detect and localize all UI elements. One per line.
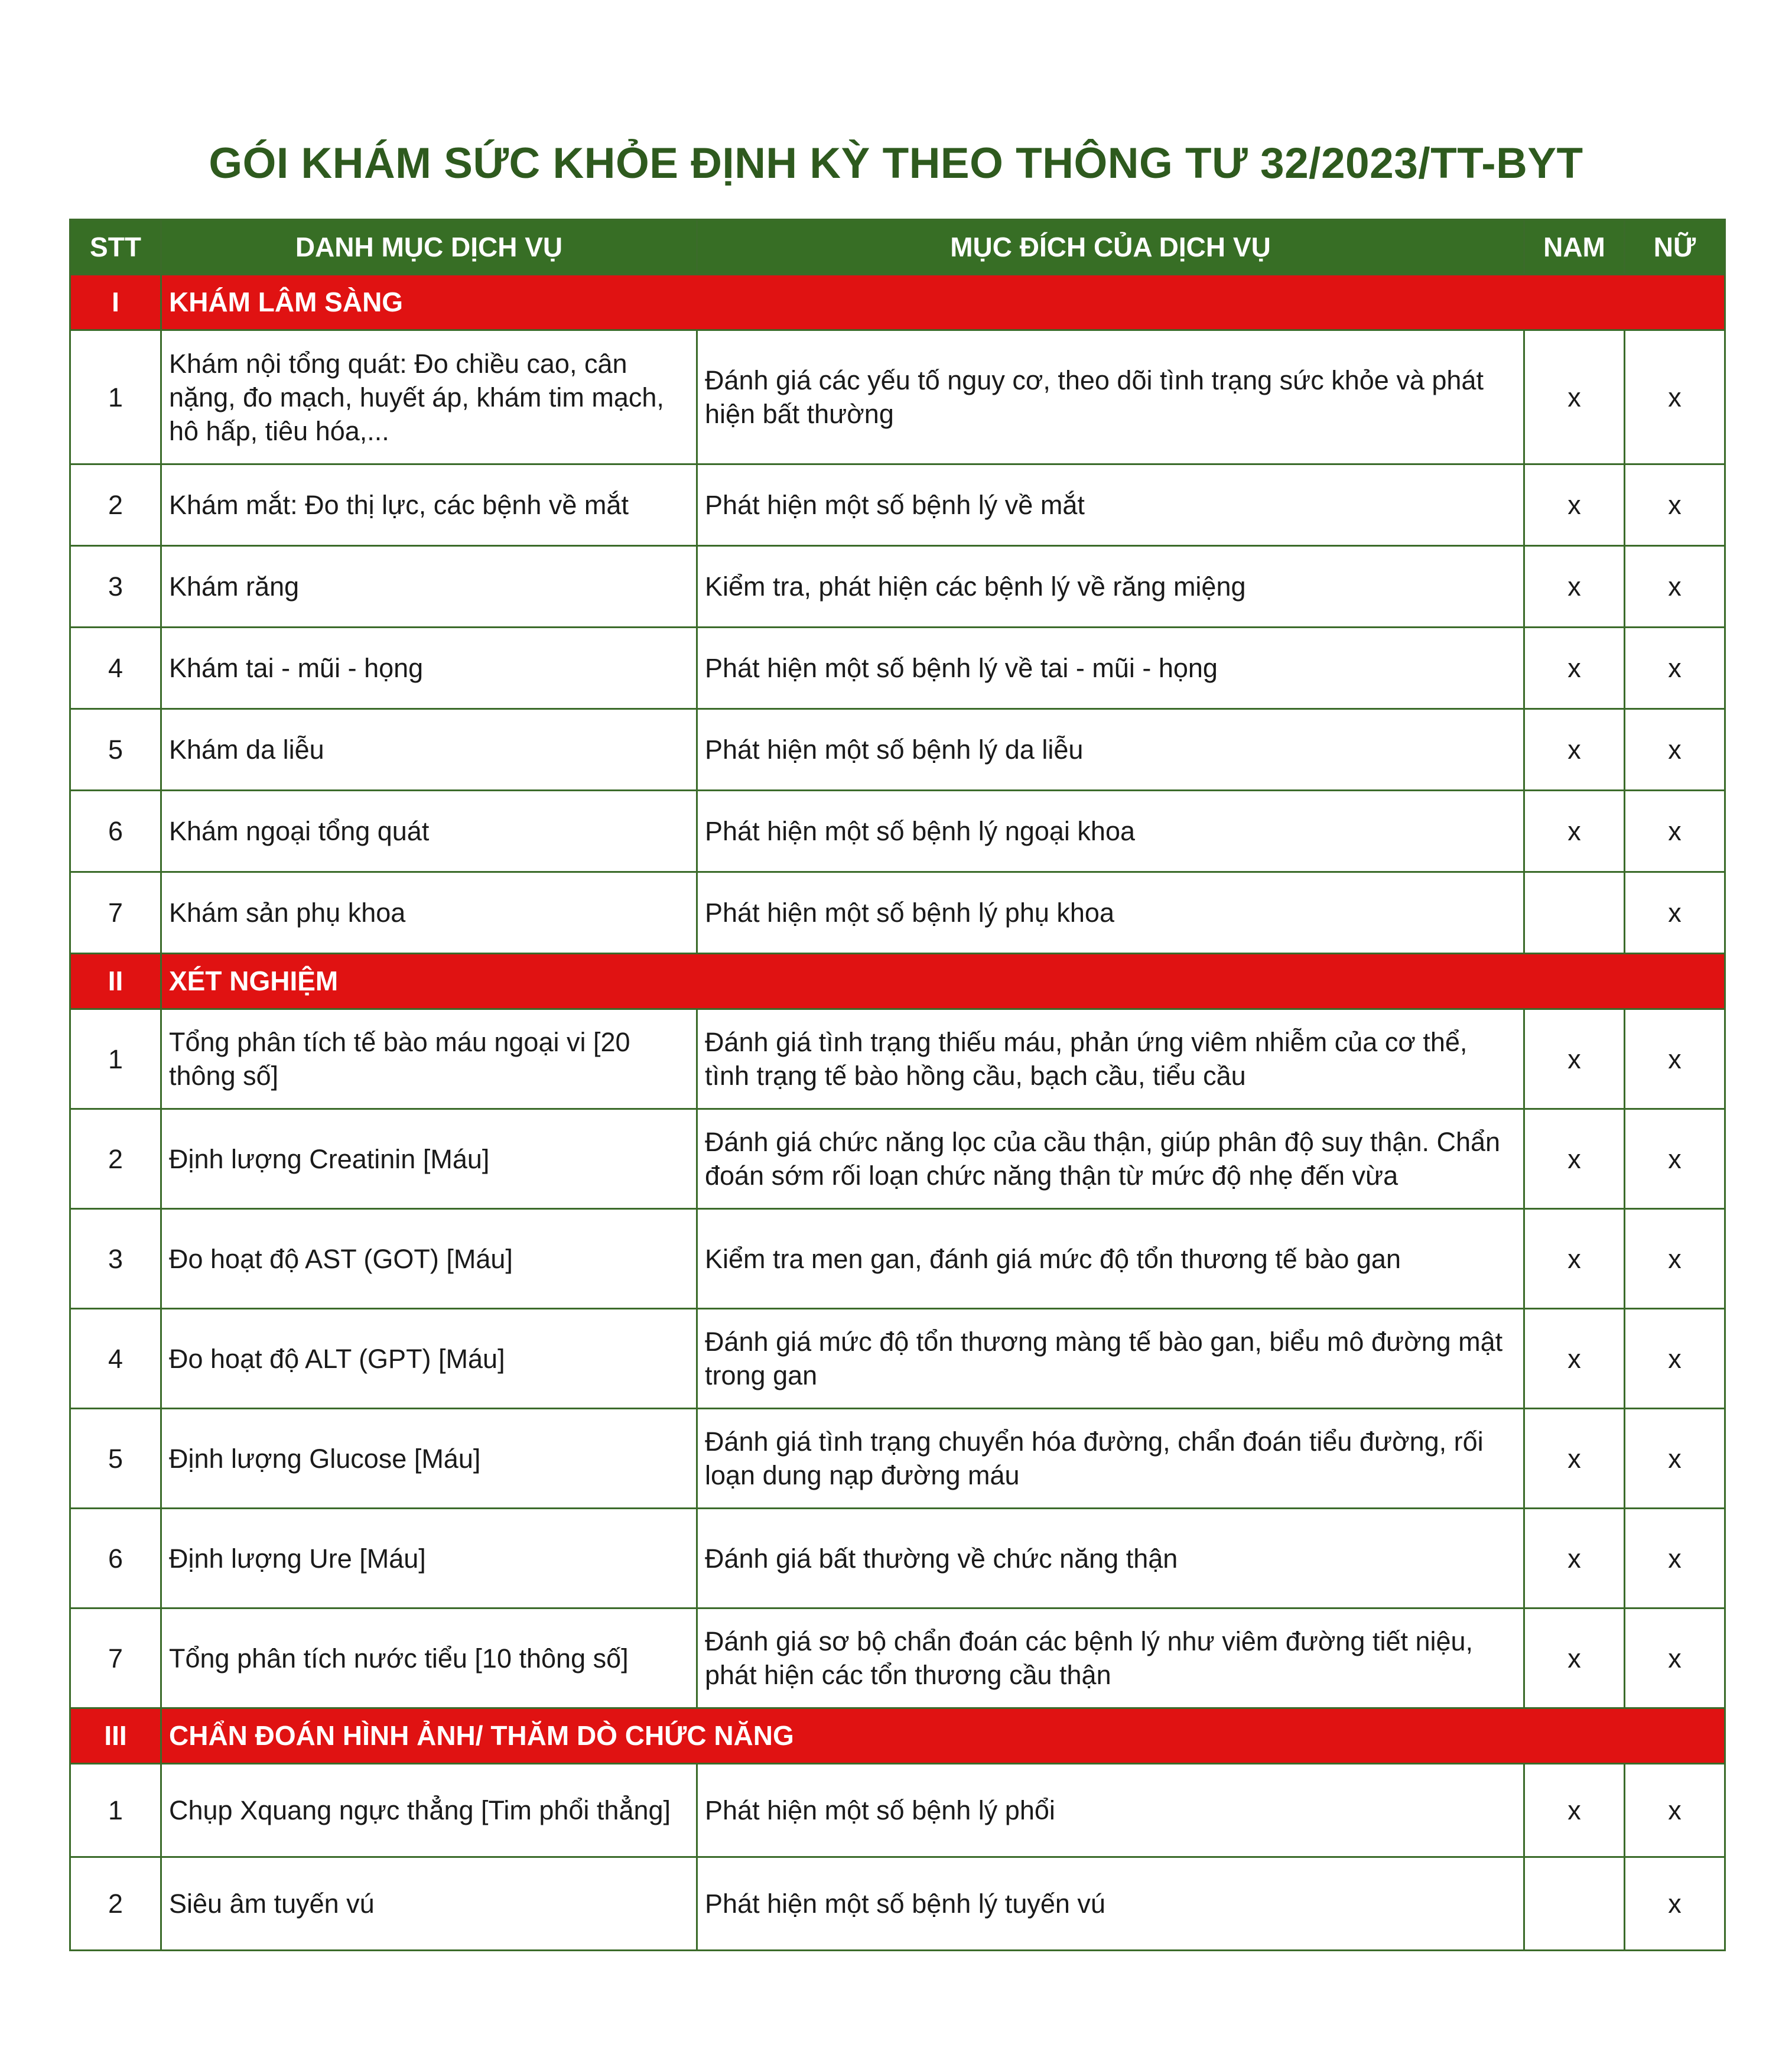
row-stt: 6 bbox=[70, 791, 161, 872]
row-female-mark: x bbox=[1625, 1209, 1725, 1309]
row-stt: 1 bbox=[70, 1764, 161, 1857]
row-service-name: Khám răng bbox=[161, 546, 697, 628]
page-title: GÓI KHÁM SỨC KHỎE ĐỊNH KỲ THEO THÔNG TƯ 32/2023/TT-BYT bbox=[209, 139, 1583, 187]
row-female-mark: x bbox=[1625, 330, 1725, 464]
section-row-lab-tests bbox=[70, 954, 1725, 1009]
table-row bbox=[70, 1009, 1725, 1109]
row-purpose: Phát hiện một số bệnh lý tuyến vú bbox=[697, 1857, 1524, 1951]
row-purpose: Phát hiện một số bệnh lý về tai - mũi - họng bbox=[697, 628, 1524, 709]
row-female-mark: x bbox=[1625, 464, 1725, 546]
row-male-mark bbox=[1524, 1857, 1625, 1951]
row-service-name: Siêu âm tuyến vú bbox=[161, 1857, 697, 1951]
header-purpose: MỤC ĐÍCH CỦA DỊCH VỤ bbox=[697, 220, 1524, 275]
row-service-name: Tổng phân tích nước tiểu [10 thông số] bbox=[161, 1608, 697, 1708]
section-number: III bbox=[70, 1708, 161, 1764]
table-header-row bbox=[70, 220, 1725, 275]
table-row bbox=[70, 1608, 1725, 1708]
row-purpose: Đánh giá các yếu tố nguy cơ, theo dõi tình trạng sức khỏe và phát hiện bất thường bbox=[697, 330, 1524, 464]
row-female-mark: x bbox=[1625, 628, 1725, 709]
header-stt: STT bbox=[70, 220, 161, 275]
row-service-name: Đo hoạt độ AST (GOT) [Máu] bbox=[161, 1209, 697, 1309]
row-purpose: Đánh giá sơ bộ chẩn đoán các bệnh lý như viêm đường tiết niệu, phát hiện các tổn thương cầu thận bbox=[697, 1608, 1524, 1708]
row-service-name: Khám da liễu bbox=[161, 709, 697, 791]
table-row bbox=[70, 1309, 1725, 1409]
row-stt: 2 bbox=[70, 1857, 161, 1951]
row-service-name: Tổng phân tích tế bào máu ngoại vi [20 thông số] bbox=[161, 1009, 697, 1109]
row-female-mark: x bbox=[1625, 1109, 1725, 1209]
row-stt: 5 bbox=[70, 1409, 161, 1509]
row-stt: 4 bbox=[70, 628, 161, 709]
row-female-mark: x bbox=[1625, 1309, 1725, 1409]
row-purpose: Đánh giá chức năng lọc của cầu thận, giúp phân độ suy thận. Chẩn đoán sớm rối loạn chức năng thận từ mức độ nhẹ đến vừa bbox=[697, 1109, 1524, 1209]
section-number: I bbox=[70, 275, 161, 330]
row-purpose: Phát hiện một số bệnh lý phổi bbox=[697, 1764, 1524, 1857]
row-male-mark: x bbox=[1524, 1209, 1625, 1309]
row-male-mark: x bbox=[1524, 1764, 1625, 1857]
table-row bbox=[70, 1857, 1725, 1951]
table-row bbox=[70, 546, 1725, 628]
row-male-mark bbox=[1524, 872, 1625, 954]
row-male-mark: x bbox=[1524, 1309, 1625, 1409]
row-male-mark: x bbox=[1524, 1109, 1625, 1209]
row-service-name: Định lượng Creatinin [Máu] bbox=[161, 1109, 697, 1209]
row-purpose: Phát hiện một số bệnh lý về mắt bbox=[697, 464, 1524, 546]
row-purpose: Đánh giá tình trạng chuyển hóa đường, chẩn đoán tiểu đường, rối loạn dung nạp đường máu bbox=[697, 1409, 1524, 1509]
row-female-mark: x bbox=[1625, 1857, 1725, 1951]
row-male-mark: x bbox=[1524, 464, 1625, 546]
row-female-mark: x bbox=[1625, 1409, 1725, 1509]
row-female-mark: x bbox=[1625, 872, 1725, 954]
table-row bbox=[70, 1209, 1725, 1309]
header-female: NỮ bbox=[1625, 220, 1725, 275]
row-purpose: Đánh giá bất thường về chức năng thận bbox=[697, 1509, 1524, 1608]
table-row bbox=[70, 464, 1725, 546]
section-label: CHẨN ĐOÁN HÌNH ẢNH/ THĂM DÒ CHỨC NĂNG bbox=[161, 1708, 1725, 1764]
row-purpose: Phát hiện một số bệnh lý ngoại khoa bbox=[697, 791, 1524, 872]
row-female-mark: x bbox=[1625, 709, 1725, 791]
table-row bbox=[70, 628, 1725, 709]
row-purpose: Kiểm tra, phát hiện các bệnh lý về răng miệng bbox=[697, 546, 1524, 628]
row-stt: 1 bbox=[70, 330, 161, 464]
row-purpose: Phát hiện một số bệnh lý da liễu bbox=[697, 709, 1524, 791]
table-row bbox=[70, 330, 1725, 464]
row-stt: 7 bbox=[70, 1608, 161, 1708]
row-male-mark: x bbox=[1524, 1009, 1625, 1109]
row-male-mark: x bbox=[1524, 709, 1625, 791]
row-stt: 7 bbox=[70, 872, 161, 954]
row-service-name: Đo hoạt độ ALT (GPT) [Máu] bbox=[161, 1309, 697, 1409]
table-row bbox=[70, 872, 1725, 954]
row-service-name: Định lượng Glucose [Máu] bbox=[161, 1409, 697, 1509]
table-row bbox=[70, 1764, 1725, 1857]
row-service-name: Khám mắt: Đo thị lực, các bệnh về mắt bbox=[161, 464, 697, 546]
section-label: KHÁM LÂM SÀNG bbox=[161, 275, 1725, 330]
row-male-mark: x bbox=[1524, 791, 1625, 872]
row-service-name: Khám ngoại tổng quát bbox=[161, 791, 697, 872]
row-stt: 6 bbox=[70, 1509, 161, 1608]
row-service-name: Khám sản phụ khoa bbox=[161, 872, 697, 954]
row-stt: 3 bbox=[70, 546, 161, 628]
row-purpose: Phát hiện một số bệnh lý phụ khoa bbox=[697, 872, 1524, 954]
row-stt: 5 bbox=[70, 709, 161, 791]
section-label: XÉT NGHIỆM bbox=[161, 954, 1725, 1009]
row-service-name: Khám nội tổng quát: Đo chiều cao, cân nặng, đo mạch, huyết áp, khám tim mạch, hô hấp, tiêu hóa,... bbox=[161, 330, 697, 464]
header-male: NAM bbox=[1524, 220, 1625, 275]
row-male-mark: x bbox=[1524, 1509, 1625, 1608]
row-male-mark: x bbox=[1524, 628, 1625, 709]
section-number: II bbox=[70, 954, 161, 1009]
row-female-mark: x bbox=[1625, 1764, 1725, 1857]
table-row bbox=[70, 1509, 1725, 1608]
section-row-clinical bbox=[70, 275, 1725, 330]
services-table bbox=[69, 219, 1726, 1951]
row-purpose: Kiểm tra men gan, đánh giá mức độ tổn thương tế bào gan bbox=[697, 1209, 1524, 1309]
row-female-mark: x bbox=[1625, 791, 1725, 872]
row-female-mark: x bbox=[1625, 1009, 1725, 1109]
table-row bbox=[70, 709, 1725, 791]
row-male-mark: x bbox=[1524, 1608, 1625, 1708]
row-stt: 1 bbox=[70, 1009, 161, 1109]
row-female-mark: x bbox=[1625, 1509, 1725, 1608]
table-row bbox=[70, 791, 1725, 872]
row-service-name: Chụp Xquang ngực thẳng [Tim phổi thẳng] bbox=[161, 1764, 697, 1857]
row-stt: 2 bbox=[70, 464, 161, 546]
header-service: DANH MỤC DỊCH VỤ bbox=[161, 220, 697, 275]
table-row bbox=[70, 1109, 1725, 1209]
section-row-imaging bbox=[70, 1708, 1725, 1764]
row-purpose: Đánh giá tình trạng thiếu máu, phản ứng viêm nhiễm của cơ thể, tình trạng tế bào hồng cầu, bạch cầu, tiểu cầu bbox=[697, 1009, 1524, 1109]
row-male-mark: x bbox=[1524, 546, 1625, 628]
row-service-name: Khám tai - mũi - họng bbox=[161, 628, 697, 709]
table-row bbox=[70, 1409, 1725, 1509]
row-purpose: Đánh giá mức độ tổn thương màng tế bào gan, biểu mô đường mật trong gan bbox=[697, 1309, 1524, 1409]
row-male-mark: x bbox=[1524, 330, 1625, 464]
row-female-mark: x bbox=[1625, 1608, 1725, 1708]
row-stt: 4 bbox=[70, 1309, 161, 1409]
row-service-name: Định lượng Ure [Máu] bbox=[161, 1509, 697, 1608]
row-stt: 2 bbox=[70, 1109, 161, 1209]
row-female-mark: x bbox=[1625, 546, 1725, 628]
row-male-mark: x bbox=[1524, 1409, 1625, 1509]
row-stt: 3 bbox=[70, 1209, 161, 1309]
